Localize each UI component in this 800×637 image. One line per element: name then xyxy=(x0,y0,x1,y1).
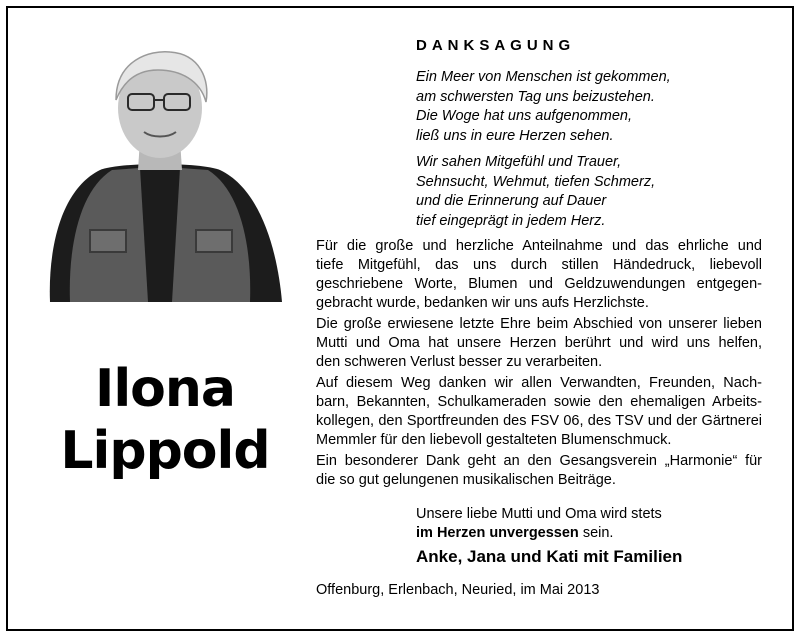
closing-line-2-rest: sein. xyxy=(578,525,614,541)
poem-line: Sehnsucht, Wehmut, tiefen Schmerz, xyxy=(416,173,656,190)
poem-line: tief eingeprägt in jedem Herz. xyxy=(416,212,606,229)
poem-line: Ein Meer von Menschen ist gekommen, xyxy=(416,69,671,85)
poem-stanza xyxy=(416,153,776,231)
poem-stanza xyxy=(416,68,776,146)
thanks-paragraph xyxy=(316,237,762,313)
text-line: geschriebene Worte, Blumen und Geldzuwendungen entgegen- xyxy=(316,276,762,292)
text-line: Für die große und herzliche Anteilnahme und das ehrliche und xyxy=(316,238,762,254)
thanks-paragraph xyxy=(316,452,762,490)
text-line: kollegen, den Sportfreunden des FSV 06, des TSV und der Gärtnerei xyxy=(316,413,762,429)
poem-line: Wir sahen Mitgefühl und Trauer, xyxy=(416,154,622,170)
portrait-photo xyxy=(30,40,290,302)
poem-line: und die Erinnerung auf Dauer xyxy=(416,193,607,209)
closing-emphasis: im Herzen unvergessen xyxy=(416,525,579,541)
place-and-date: Offenburg, Erlenbach, Neuried, im Mai 2013 xyxy=(316,582,600,598)
thanks-text xyxy=(316,237,762,490)
poem-line: Die Woge hat uns aufgenommen, xyxy=(416,108,633,124)
signers: Anke, Jana und Kati mit Familien xyxy=(416,547,683,566)
thanks-paragraph xyxy=(316,374,762,450)
thanks-paragraph xyxy=(316,315,762,372)
poem-line: ließ uns in eure Herzen sehen. xyxy=(416,127,614,144)
closing-line-2 xyxy=(416,524,776,543)
text-line: barn, Bekannten, Schulkameraden sowie den ehemaligen Arbeits- xyxy=(316,394,762,410)
last-name: Lippold xyxy=(60,421,270,481)
text-line: tiefe Mitgefühl, das uns durch stillen Händedruck, liebevoll xyxy=(316,257,762,273)
text-line: Die große erwiesene letzte Ehre beim Abschied von unserer lieben xyxy=(316,316,762,332)
poem-line: am schwersten Tag uns beizustehen. xyxy=(416,88,655,105)
text-line: die so gut gelungenen musikalischen Beiträge. xyxy=(316,472,616,488)
notice-title: DANKSAGUNG xyxy=(416,37,576,54)
poem xyxy=(416,68,776,231)
text-line: Mutti und Oma hat unsere Herzen berührt und wird uns helfen, xyxy=(316,335,762,351)
text-line: Ein besonderer Dank geht an den Gesangsverein „Harmonie“ für xyxy=(316,453,762,469)
text-line: gebracht wurde, bedanken wir uns aufs Herzlichste. xyxy=(316,295,649,311)
first-name: Ilona xyxy=(94,359,235,419)
text-line: Auf diesem Weg danken wir allen Verwandten, Freunden, Nach- xyxy=(316,375,762,391)
closing-remark xyxy=(416,505,776,543)
deceased-name xyxy=(40,358,290,482)
closing-line-1: Unsere liebe Mutti und Oma wird stets xyxy=(416,506,662,522)
text-line: den schweren Verlust besser zu verarbeiten. xyxy=(316,354,603,370)
text-line: Memmler für den liebevoll gestalteten Blumenschmuck. xyxy=(316,432,672,448)
